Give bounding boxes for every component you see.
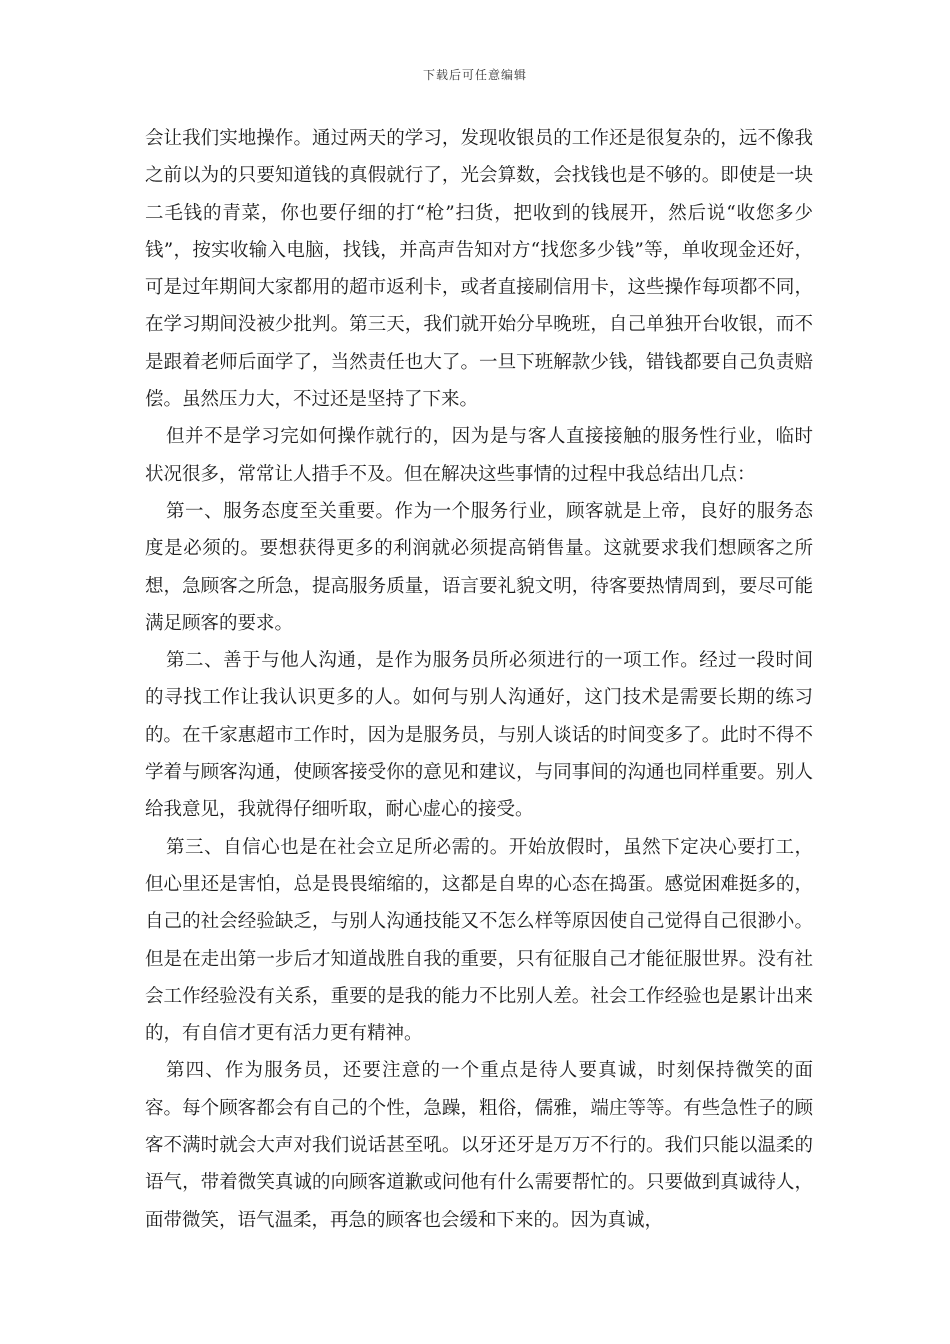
paragraph-1: 会让我们实地操作。通过两天的学习，发现收银员的工作还是很复杂的，远不像我之前以为的只要知道钱的真假就行了，光会算数，会找钱也是不够的。即使是一块二毛钱的青菜，你也要仔细的打“枪”扫货，把收到的钱展开，然后说“收您多少钱”，按实收输入电脑，找钱，并高声告知对方“找您多少钱”等，单收现金还好，可是过年期间大家都用的超市返利卡，或者直接刷信用卡，这些操作每项都不同，在学习期间没被少批判。第三天，我们就开始分早晚班，自己单独开台收银，而不是跟着老师后面学了，当然责任也大了。一旦下班解款少钱，错钱都要自己负责赔偿。虽然压力大，不过还是坚持了下来。 <box>145 128 813 411</box>
paragraph-3: 第一、服务态度至关重要。作为一个服务行业，顾客就是上帝，良好的服务态度是必须的。要想获得更多的利润就必须提高销售量。这就要求我们想顾客之所想，急顾客之所急，提高服务质量，语言要礼貌文明，待客要热情周到，要尽可能满足顾客的要求。 <box>145 500 813 634</box>
paragraph-4: 第二、善于与他人沟通，是作为服务员所必须进行的一项工作。经过一段时间的寻找工作让我认识更多的人。如何与别人沟通好，这门技术是需要长期的练习的。在千家惠超市工作时，因为是服务员，与别人谈话的时间变多了。此时不得不学着与顾客沟通，使顾客接受你的意见和建议，与同事间的沟通也同样重要。别人给我意见，我就得仔细听取，耐心虚心的接受。 <box>145 650 813 821</box>
document-body <box>145 120 813 1239</box>
paragraph-6: 第四、作为服务员，还要注意的一个重点是待人要真诚，时刻保持微笑的面容。每个顾客都会有自己的个性，急躁，粗俗，儒雅，端庄等等。有些急性子的顾客不满时就会大声对我们说话甚至吼。以牙还牙是万万不行的。我们只能以温柔的语气，带着微笑真诚的向顾客道歉或问他有什么需要帮忙的。只要做到真诚待人，面带微笑，语气温柔，再急的顾客也会缓和下来的。因为真诚， <box>145 1060 813 1231</box>
paragraph-2: 但并不是学习完如何操作就行的，因为是与客人直接接触的服务性行业，临时状况很多，常常让人措手不及。但在解决这些事情的过程中我总结出几点： <box>145 426 813 485</box>
paragraph-5: 第三、自信心也是在社会立足所必需的。开始放假时，虽然下定决心要打工，但心里还是害怕，总是畏畏缩缩的，这都是自卑的心态在捣蛋。感觉困难挺多的，自己的社会经验缺乏，与别人沟通技能又不怎么样等原因使自己觉得自己很渺小。但是在走出第一步后才知道战胜自我的重要，只有征服自己才能征服世界。没有社会工作经验没有关系，重要的是我的能力不比别人差。社会工作经验也是累计出来的，有自信才更有活力更有精神。 <box>145 836 813 1045</box>
page-header: 下载后可任意编辑 <box>422 68 527 82</box>
